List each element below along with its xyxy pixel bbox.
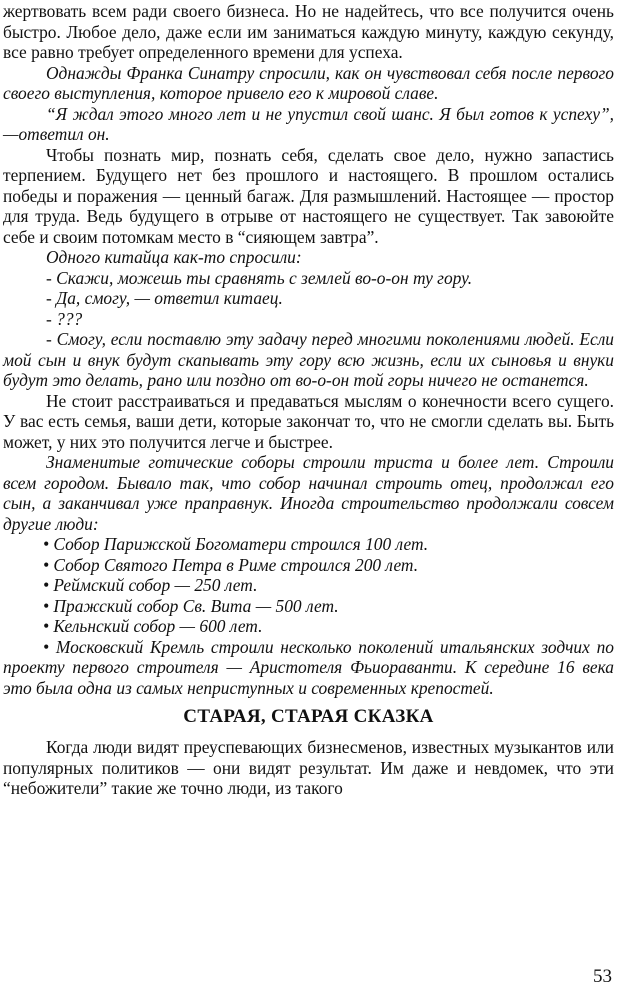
list-item: • Пражский собор Св. Вита — 500 лет. (43, 595, 339, 616)
dialogue-line-explanation: - Смогу, если поставлю эту задачу перед многими поколениями людей. Если мой сын и внук будут скапывать эту гору всю жизнь, если их сыновья и внуки будут это делать, рано или поздно от во-о-он той горы ничего не останется. (3, 329, 614, 390)
section-heading: СТАРАЯ, СТАРАЯ СКАЗКА (183, 706, 434, 727)
list-item: • Собор Святого Петра в Риме строился 200 лет. (43, 554, 419, 575)
paragraph-finiteness: Не стоит расстраиваться и предаваться мыслям о конечности всего сущего. У вас есть семья, ваши дети, которые закончат то, что не смогли сделать вы. Быть может, у них это получится легче и быстрее. (3, 390, 614, 452)
paragraph-gothic-cathedrals: Знаменитые готические соборы строили триста и более лет. Строили всем городом. Бывало так, что собор начинал строить отец, продолжал его сын, а заканчивал уже праправнук. Иногда строительство продолжали совсем другие люди: (3, 452, 614, 534)
page-content (3, 0, 614, 799)
list-item: • Собор Парижской Богоматери строился 100 лет. (43, 534, 429, 554)
paragraph-sinatra-answer: “Я ждал этого много лет и не упустил свой шанс. Я был готов к успеху”,—ответил он. (3, 103, 614, 144)
paragraph-chinese-intro: Одного китайца как-то спросили: (46, 247, 302, 267)
dialogue-line-puzzled: - ??? (46, 308, 83, 329)
list-item: • Кельнский собор — 600 лет. (43, 616, 263, 636)
paragraph-sacrifice-business: жертвовать всем ради своего бизнеса. Но не надейтесь, что все получится очень быстро. Любое дело, даже если им заниматься каждую минуту, каждую секунду, все равно требует определенного времени для успеха. (3, 1, 614, 62)
cathedral-list (3, 534, 614, 698)
paragraph-patience: Чтобы познать мир, познать себя, сделать свое дело, нужно запастись терпением. Будущего нет без прошлого и настоящего. В прошлом остались победы и поражения — ценный багаж. Для размышлений. Настоящее — простор для труда. Ведь будущего в отрыве от настоящего не существует. Так завоюйте себе и своим потомкам место в “сияющем завтра”. (3, 144, 614, 247)
paragraph-successful-people: Когда люди видят преуспевающих бизнесменов, известных музыкантов или популярных политиков — они видят результат. Им даже и невдомек, что эти “небожители” такие же точно люди, из такого (3, 737, 614, 798)
paragraph-sinatra-question: Однажды Франка Синатру спросили, как он чувствовал себя после первого своего выступления, которое привело его к мировой славе. (3, 62, 614, 103)
page-number: 53 (593, 966, 612, 987)
dialogue-line-answer: - Да, смогу, — ответил китаец. (46, 288, 283, 308)
dialogue-line-question: - Скажи, можешь ты сравнять с землей во-о-он ту гору. (46, 267, 473, 288)
list-item: • Реймский собор — 250 лет. (43, 575, 258, 595)
list-item: • Московский Кремль строили несколько поколений итальянских зодчих по проекту первого строителя — Аристотеля Фьиораванти. К середине 16 века это была одна из самых неприступных и современных крепостей. (3, 636, 614, 698)
